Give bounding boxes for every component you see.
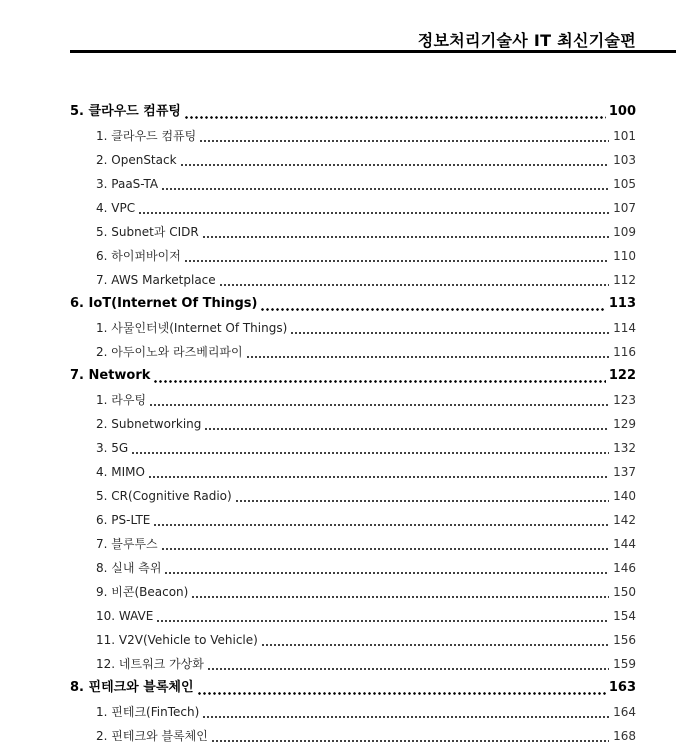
toc-dot-leader [197,676,606,700]
toc-dot-leader [156,604,609,628]
toc-dot-leader [290,316,609,340]
toc-dot-leader [204,412,609,436]
toc-dot-leader [191,580,609,604]
toc-page-number: 144 [613,537,636,551]
toc-dot-leader [161,172,609,196]
toc-section[interactable] [70,676,636,700]
toc-entry-label: 8. 핀테크와 블록체인 [70,680,194,695]
toc-item[interactable] [70,652,636,676]
toc-page-number: 101 [613,129,636,143]
toc-section[interactable] [70,292,636,316]
toc-item[interactable] [70,532,636,556]
header-rule [70,50,676,53]
toc-dot-leader [199,124,609,148]
toc-page-number: 163 [608,680,636,695]
table-of-contents [70,100,636,748]
toc-dot-leader [235,484,609,508]
toc-item[interactable] [70,148,636,172]
toc-page-number: 129 [613,417,636,431]
toc-entry-label: 9. 비콘(Beacon) [96,585,189,599]
toc-item[interactable] [70,172,636,196]
toc-page-number: 105 [613,177,636,191]
toc-item[interactable] [70,700,636,724]
toc-item[interactable] [70,484,636,508]
toc-dot-leader [149,388,609,412]
toc-dot-leader [153,508,609,532]
toc-page-number: 142 [613,513,636,527]
toc-dot-leader [246,340,609,364]
toc-item[interactable] [70,244,636,268]
toc-item[interactable] [70,508,636,532]
toc-item[interactable] [70,220,636,244]
toc-dot-leader [148,460,609,484]
toc-item[interactable] [70,340,636,364]
toc-page-number: 146 [613,561,636,575]
toc-item[interactable] [70,604,636,628]
toc-entry-label: 2. 핀테크와 블록체인 [96,729,208,743]
toc-entry-label: 8. 실내 측위 [96,561,162,575]
toc-entry-label: 3. 5G [96,441,129,455]
toc-page-number: 110 [613,249,636,263]
toc-page-number: 150 [613,585,636,599]
toc-dot-leader [260,292,605,316]
toc-entry-label: 5. 클라우드 컴퓨팅 [70,104,181,119]
toc-dot-leader [161,532,609,556]
toc-page-number: 156 [613,633,636,647]
toc-page-number: 113 [608,296,636,311]
toc-dot-leader [219,268,609,292]
toc-page-number: 109 [613,225,636,239]
toc-dot-leader [131,436,609,460]
toc-item[interactable] [70,388,636,412]
toc-item[interactable] [70,124,636,148]
toc-dot-leader [207,652,609,676]
toc-section[interactable] [70,364,636,388]
toc-dot-leader [184,244,609,268]
toc-page-number: 164 [613,705,636,719]
toc-entry-label: 6. IoT(Internet Of Things) [70,296,258,311]
toc-entry-label: 12. 네트워크 가상화 [96,657,204,671]
page-header-title: 정보처리기술사 IT 최신기술편 [417,31,636,50]
toc-entry-label: 3. PaaS-TA [96,177,159,191]
toc-entry-label: 7. Network [70,368,151,383]
toc-dot-leader [138,196,609,220]
toc-item[interactable] [70,628,636,652]
toc-entry-label: 1. 클라우드 컴퓨팅 [96,129,197,143]
toc-entry-label: 2. Subnetworking [96,417,202,431]
toc-page-number: 137 [613,465,636,479]
toc-item[interactable] [70,316,636,340]
toc-page-number: 100 [608,104,636,119]
toc-page-number: 112 [613,273,636,287]
toc-entry-label: 6. PS-LTE [96,513,151,527]
toc-item[interactable] [70,268,636,292]
toc-entry-label: 2. OpenStack [96,153,177,167]
toc-item[interactable] [70,436,636,460]
toc-dot-leader [164,556,609,580]
toc-item[interactable] [70,724,636,748]
toc-entry-label: 1. 라우팅 [96,393,147,407]
toc-entry-label: 1. 사물인터넷(Internet Of Things) [96,321,288,335]
toc-entry-label: 1. 핀테크(FinTech) [96,705,200,719]
toc-dot-leader [180,148,609,172]
toc-entry-label: 4. VPC [96,201,136,215]
toc-entry-label: 5. Subnet과 CIDR [96,225,199,239]
toc-item[interactable] [70,412,636,436]
toc-page-number: 168 [613,729,636,743]
toc-dot-leader [202,220,609,244]
toc-entry-label: 6. 하이퍼바이저 [96,249,181,263]
toc-entry-label: 5. CR(Cognitive Radio) [96,489,232,503]
toc-entry-label: 11. V2V(Vehicle to Vehicle) [96,633,258,647]
toc-page-number: 114 [613,321,636,335]
toc-page-number: 140 [613,489,636,503]
toc-entry-label: 2. 아두이노와 라즈베리파이 [96,345,243,359]
toc-page-number: 154 [613,609,636,623]
toc-page-number: 107 [613,201,636,215]
toc-item[interactable] [70,556,636,580]
toc-page-number: 123 [613,393,636,407]
toc-entry-label: 4. MIMO [96,465,145,479]
toc-page-number: 103 [613,153,636,167]
toc-item[interactable] [70,460,636,484]
toc-page-number: 116 [613,345,636,359]
toc-dot-leader [184,100,606,124]
toc-item[interactable] [70,580,636,604]
toc-page-number: 122 [608,368,636,383]
toc-entry-label: 10. WAVE [96,609,154,623]
toc-entry-label: 7. 블루투스 [96,537,158,551]
toc-dot-leader [261,628,609,652]
toc-page-number: 159 [613,657,636,671]
toc-section[interactable] [70,100,636,124]
toc-dot-leader [211,724,609,748]
toc-dot-leader [202,700,609,724]
toc-item[interactable] [70,196,636,220]
toc-entry-label: 7. AWS Marketplace [96,273,216,287]
toc-page-number: 132 [613,441,636,455]
toc-dot-leader [153,364,605,388]
